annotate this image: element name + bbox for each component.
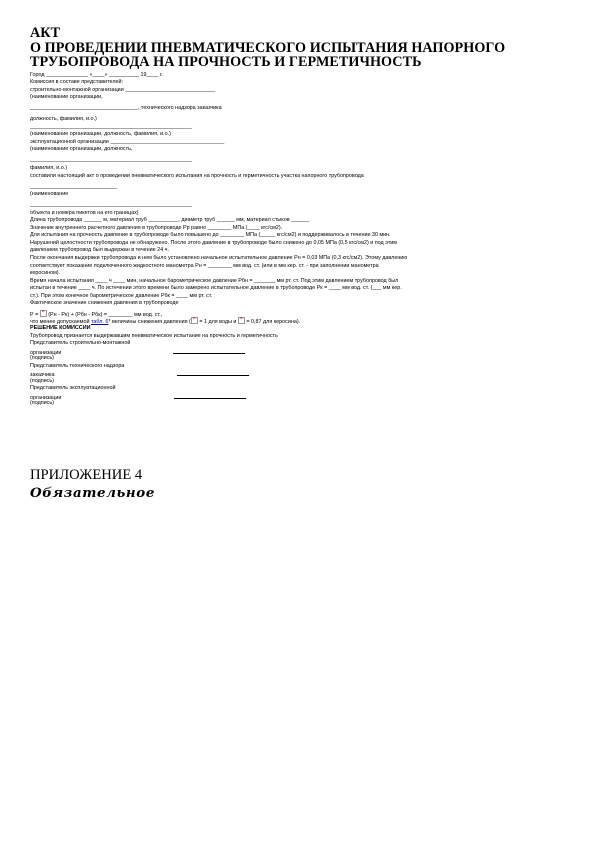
test-duration: испытан в течение ____ ч. По истечении этого времени было замерено испытательное давление в трубопроводе Рк = ____ мм вод. ст. (___ мм кер. [30,285,402,292]
act-body [30,72,570,408]
broken-image-icon [191,317,198,324]
final-barometric: ст.). При этом конечное барометрическое давление Рбк = ____ мм рт. ст. [30,292,213,299]
construction-org-caption: (наименование организации, [30,94,103,101]
broken-image-icon [40,310,47,317]
operating-org-line: эксплуатационной организации ______________________________________ [30,138,225,145]
decision-text: Трубопровод признается выдержавшим пневматическое испытание на прочность и герметичность [30,332,278,339]
integrity-text: Нарушений целостности трубопровода не обнаружено. После этого давление в трубопроводе было снижено до 0,05 МПа (0,5 кгс/см2) и под этим [30,239,398,246]
formula-text: (Рн - Рк) + (Рбн - Рбк) = ________ мм вод. ст., [46,311,163,318]
supervision-caption: должность, фамилия, и.о.) [30,116,97,123]
object-caption: (наименование [30,191,69,198]
doc-title-line-3: ТРУБОПРОВОДА НА ПРОЧНОСТЬ И ГЕРМЕТИЧНОСТЬ [30,54,422,70]
operating-org-caption-2: фамилия, и.о.) [30,165,68,172]
signer-3-org: организации [30,393,570,401]
operating-org-caption: (наименование организации, должность, [30,146,133,153]
signer-3-signature: (подпись) [30,400,54,407]
object-caption-2: объекта и номера пикетов на его границах) [30,209,139,216]
actual-drop: Фактическое значение снижения давления в трубопроводе [30,300,179,307]
signer-2-signature: (подпись) [30,377,54,384]
formula-prefix: Р = [30,311,40,318]
signer-2-title: Представитель технического надзора [30,362,125,369]
supervision-line: ____________________________________, технического надзора заказчика [30,105,222,112]
allowed-drop-text-1: * величины снижения давления ( [108,319,191,325]
pipeline-params: Длина трубопровода ______ м, материал труб __________, диаметр труб ______ мм, материал стыков ______ [30,217,310,224]
table-6-link[interactable]: табл. 6 [90,319,109,325]
construction-org-line: строительно-монтажной организации ______________________________ [30,86,216,93]
supervision-caption-2: (наименование организации, должность, фамилия, и.о.) [30,131,171,138]
initial-pressure: После окончания выдержки трубопровода и нем было установлено начальное испытательное давление Рн = 0,03 МПа (0,3 кгс/см2). Этому давлению [30,255,408,262]
blank-line-3: ______________________________________________________ [30,202,192,209]
signer-1-signature: (подпись) [30,355,54,362]
doc-title-line-1: АКТ [30,25,61,41]
object-line: _____________________________ [30,183,117,190]
blank-line-2: ______________________________________________________ [30,157,192,164]
allowed-drop-line [30,317,570,325]
act-document [30,26,570,408]
doc-title-line-2: О ПРОВЕДЕНИИ ПНЕВМАТИЧЕСКОГО ИСПЫТАНИЯ НАПОРНОГО [30,39,506,56]
design-pressure: Значение внутреннего расчетного давления в трубопроводе Рр равно ________ МПа (____ кгс/см2). [30,224,283,231]
signature-line-3 [174,393,246,399]
allowed-drop-prefix: что менее допускаемой [30,319,91,325]
decision-heading: РЕШЕНИЕ КОМИССИИ [30,324,91,331]
formula-line [30,310,570,318]
allowed-drop-text-3: = 0,87 для керосина). [244,319,301,325]
signer-2-org: заказчика [30,370,570,378]
signer-3-title: Представитель эксплуатационной [30,385,116,392]
test-start: Время начала испытания ____ ч ____ мин, начальное барометрическое давление Рбн = _______ мм рт. ст. Под этим давлением трубопровод был [30,277,399,284]
manometer-note: керосином). [30,270,61,277]
broken-image-icon [238,317,245,324]
blank-line-1: ______________________________________________________ [30,123,192,130]
appendix-title: ПРИЛОЖЕНИЕ 4 [30,467,143,483]
strength-test: Для испытания на прочность давление в трубопроводе было повышено до ________ МПа (_____ кгс/см2) и поддерживалось в течение 30 мин. [30,232,391,239]
appendix-heading [30,467,155,502]
signer-1-org: организации [30,348,570,356]
allowed-drop-text-2: = 1 для воды и [197,319,238,325]
manometer-reading: соответствует показание подключенного жидкостного манометра Рн = ________ мм вод. ст. (или в мм кер. ст. - при заполнении манометра [30,262,379,269]
signer-1-title: Представитель строительно-монтажной [30,340,131,347]
city-date-line: Город ______________ «____» __________ 19____ г. [30,71,163,78]
commission-line: Комиссия в составе представителей: [30,79,123,86]
appendix-subtitle: Обязательное [30,485,155,501]
signature-line-2 [177,370,249,376]
integrity-text-2: давлением трубопровод был выдержан в течение 24 ч. [30,247,169,254]
act-statement: составили настоящий акт о проведении пневматического испытания на прочность и герметичность участка напорного трубопровода [30,172,364,179]
signature-line-1 [173,348,245,354]
